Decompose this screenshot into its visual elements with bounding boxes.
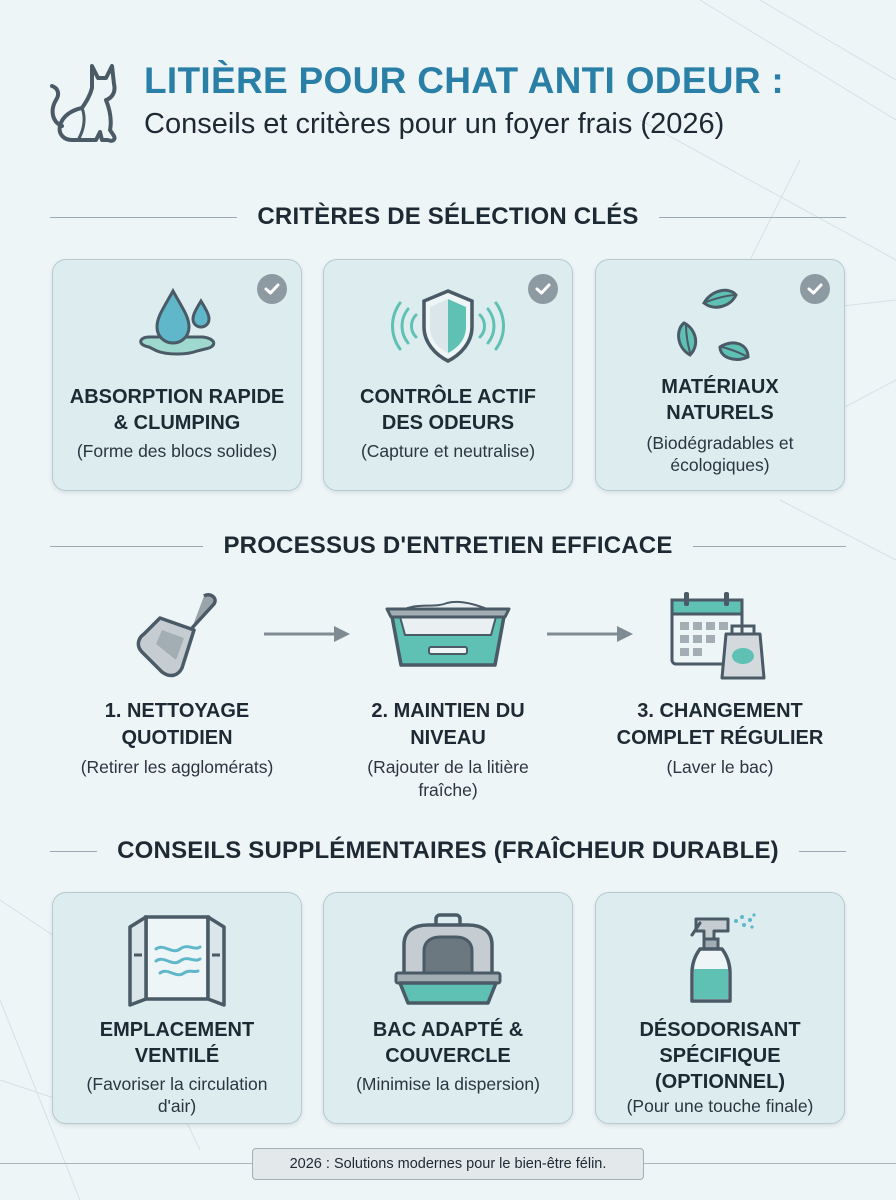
recycle-leaves-icon	[670, 281, 770, 371]
card-description: (Favoriser la circulation d'air)	[86, 1074, 268, 1116]
tip-card-deodorizer	[595, 892, 845, 1124]
process-step-1	[47, 582, 307, 779]
cat-icon	[48, 60, 128, 146]
card-title: CONTRÔLE ACTIF DES ODEURS	[360, 386, 536, 434]
card-description: (Pour une touche finale)	[626, 1096, 814, 1116]
section-title: CONSEILS SUPPLÉMENTAIRES (FRAÎCHEUR DURABLE)	[117, 837, 779, 864]
card-description: (Forme des blocs solides)	[76, 441, 278, 461]
scoop-icon	[122, 584, 232, 684]
section-title: CRITÈRES DE SÉLECTION CLÉS	[257, 203, 639, 230]
water-drops-icon	[127, 281, 227, 371]
card-description: (Minimise la dispersion)	[356, 1074, 540, 1094]
process-step-3	[590, 582, 850, 779]
section-heading-criteria	[50, 202, 846, 232]
divider	[50, 546, 203, 547]
step-description: (Retirer les agglomérats)	[80, 757, 274, 777]
calendar-bag-icon	[660, 584, 780, 684]
criteria-card-odor-control	[323, 259, 573, 491]
window-icon	[122, 909, 232, 1009]
card-title: BAC ADAPTÉ & COUVERCLE	[372, 1019, 524, 1067]
step-title: 2. MAINTIEN DU NIVEAU	[371, 700, 525, 749]
process-step-2	[318, 582, 578, 802]
step-description: (Laver le bac)	[666, 757, 774, 777]
criteria-card-natural-materials	[595, 259, 845, 491]
divider	[50, 851, 97, 852]
divider	[799, 851, 846, 852]
card-title: ABSORPTION RAPIDE & CLUMPING	[69, 386, 285, 434]
tip-card-ventilation	[52, 892, 302, 1124]
step-title: 3. CHANGEMENT COMPLET RÉGULIER	[616, 700, 824, 749]
page-subtitle: Conseils et critères pour un foyer frais (2026)	[144, 108, 725, 140]
footer-note: 2026 : Solutions modernes pour le bien-être félin.	[252, 1148, 644, 1180]
divider	[659, 217, 846, 218]
divider	[693, 546, 846, 547]
divider	[50, 217, 237, 218]
card-title: DÉSODORISANT SPÉCIFIQUE (OPTIONNEL)	[639, 1019, 801, 1093]
section-heading-tips	[50, 836, 846, 866]
spray-bottle-icon	[670, 909, 770, 1009]
criteria-card-absorption	[52, 259, 302, 491]
card-description: (Biodégradables et écologiques)	[646, 433, 794, 475]
litter-box-icon	[383, 589, 513, 679]
page-title: LITIÈRE POUR CHAT ANTI ODEUR :	[144, 60, 785, 101]
page-header	[48, 56, 848, 156]
step-description: (Rajouter de la litière fraîche)	[367, 757, 529, 800]
tip-card-covered-box	[323, 892, 573, 1124]
covered-box-icon	[388, 909, 508, 1009]
section-heading-process	[50, 531, 846, 561]
card-description: (Capture et neutralise)	[360, 441, 536, 461]
card-title: EMPLACEMENT VENTILÉ	[99, 1019, 255, 1067]
card-title: MATÉRIAUX NATURELS	[661, 376, 779, 424]
section-title: PROCESSUS D'ENTRETIEN EFFICACE	[223, 532, 673, 559]
step-title: 1. NETTOYAGE QUOTIDIEN	[104, 700, 250, 749]
shield-icon	[388, 281, 508, 371]
